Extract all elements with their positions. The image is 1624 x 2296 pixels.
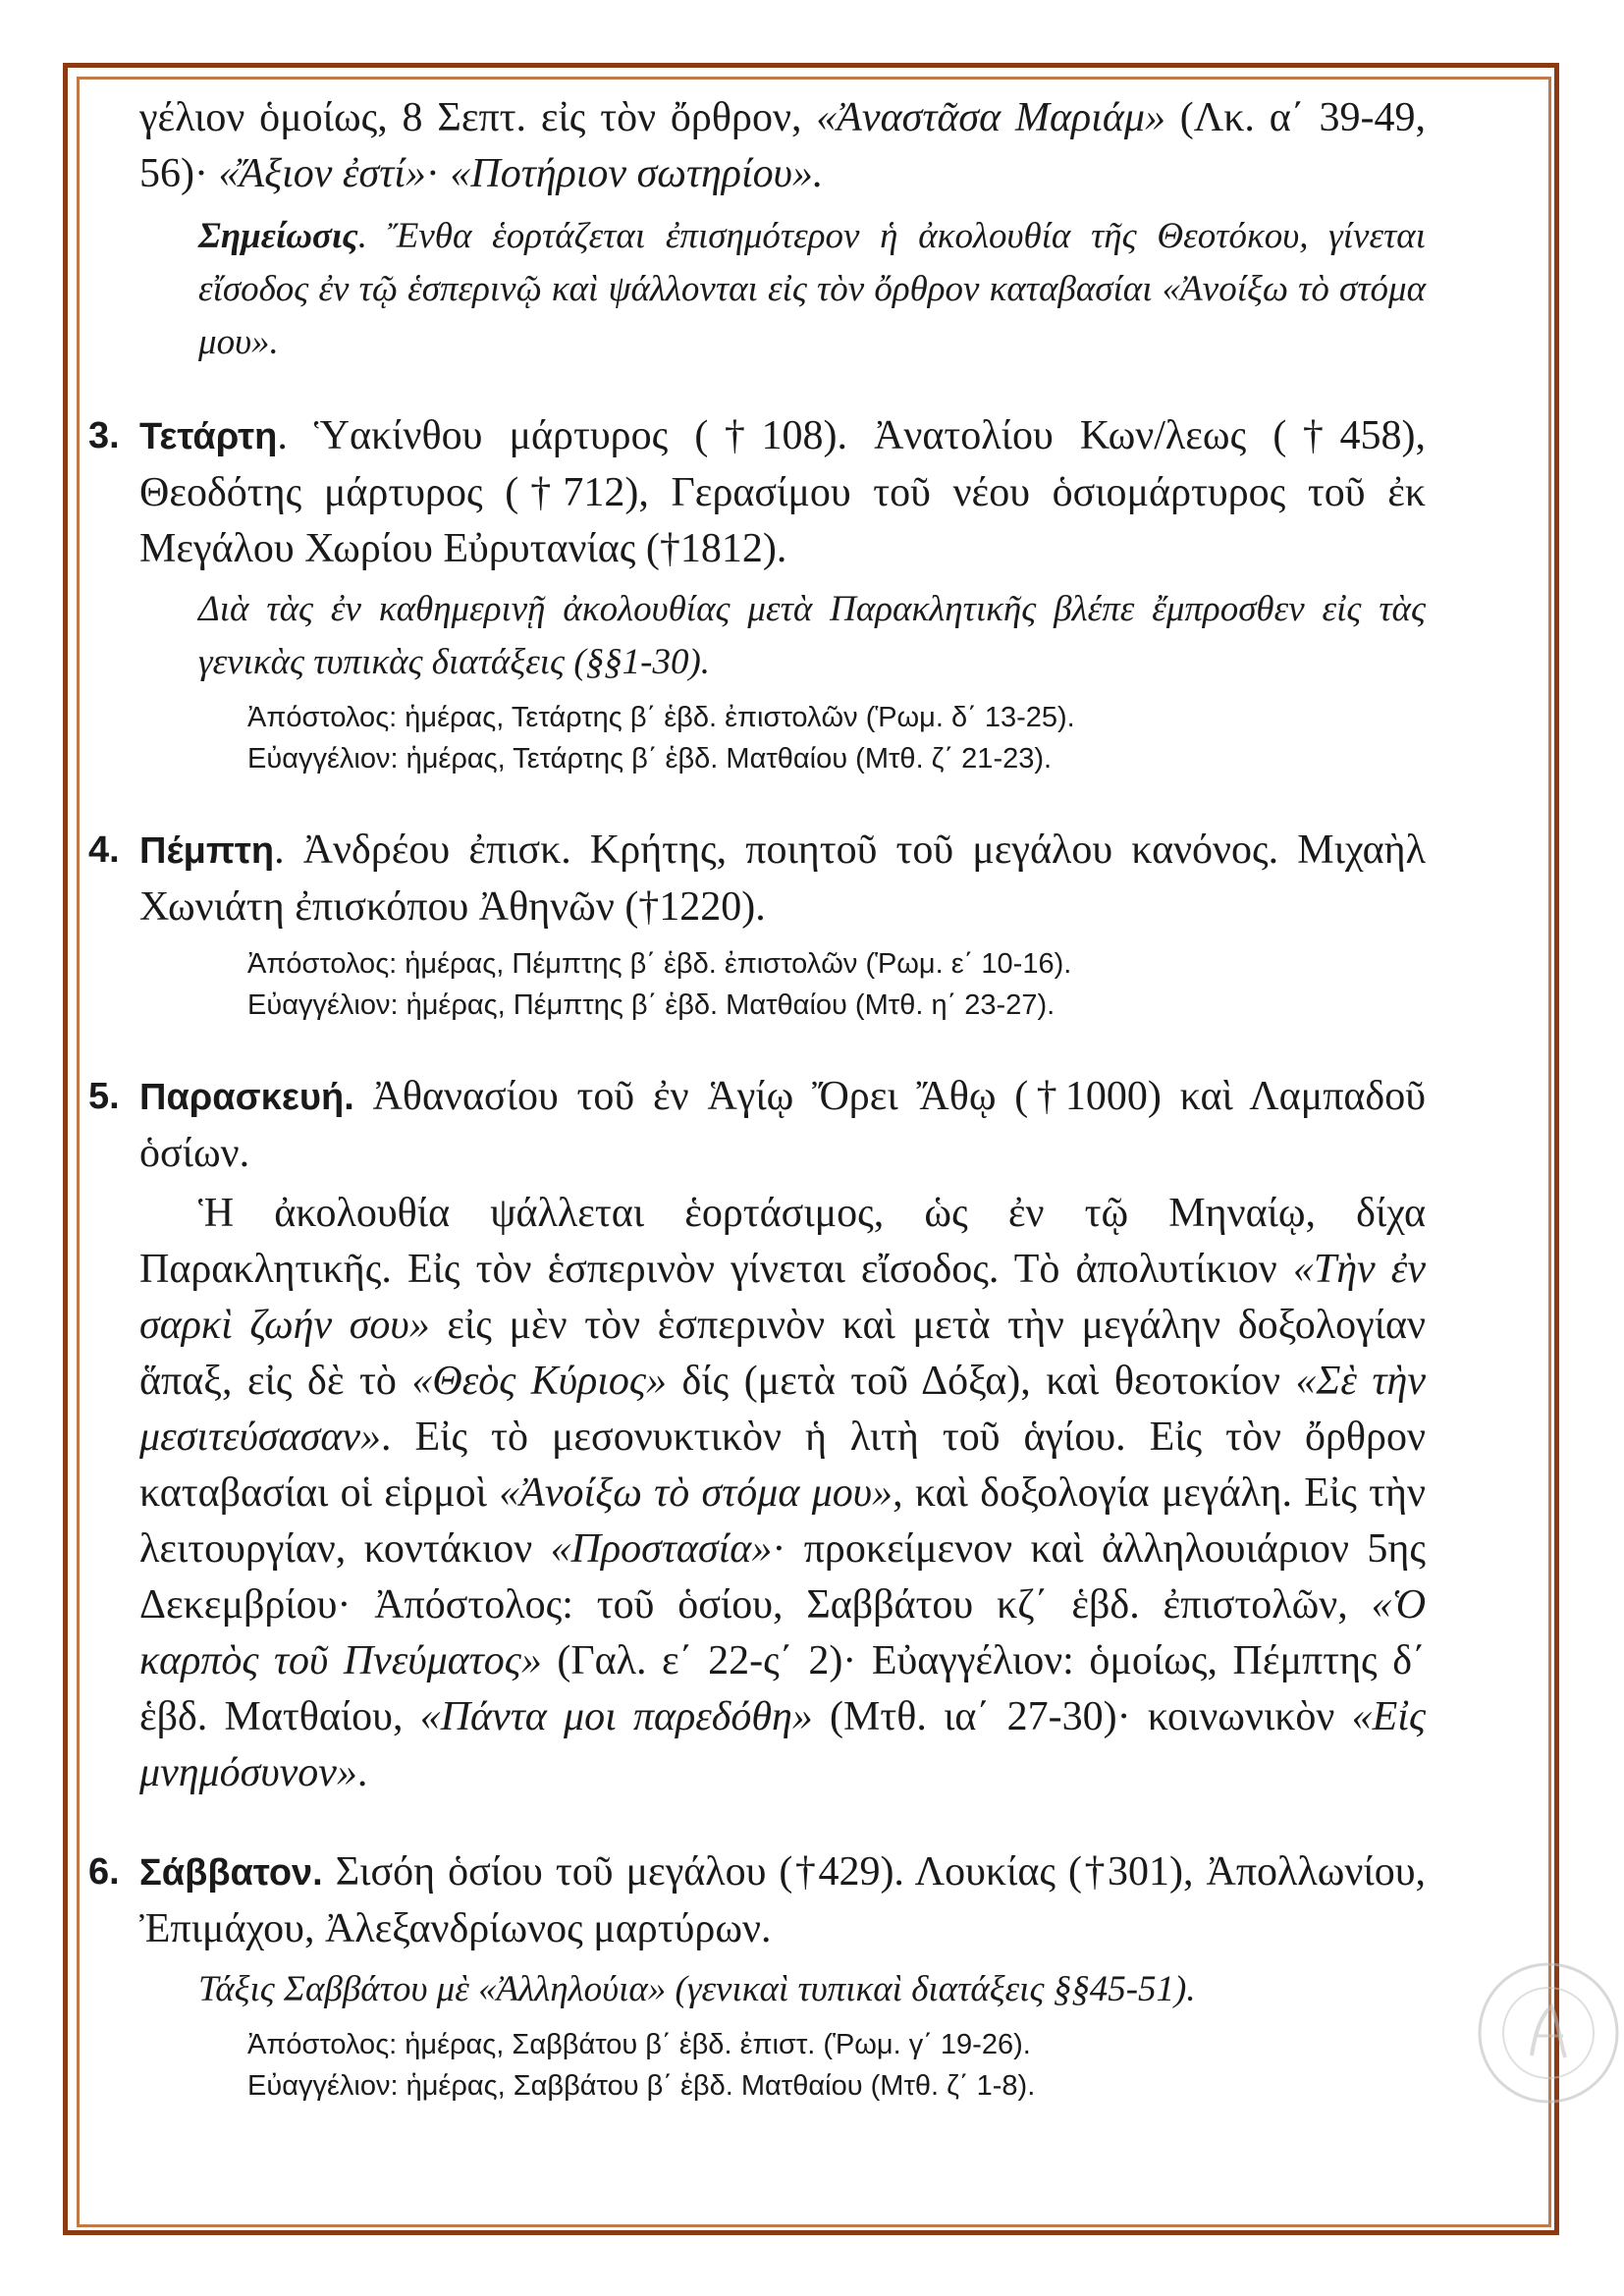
entry-heading <box>88 408 1426 577</box>
hymn-title: «Σὲ τὴν μεσιτεύσασαν» <box>139 1359 1426 1460</box>
entry-day-5 <box>88 1069 1426 1801</box>
continuation-text-c: (Λκ. α΄ 39-49, 56)· <box>139 95 1426 196</box>
day-name: Παρασκευή. <box>139 1077 354 1118</box>
entry-saints-text: . Ὑακίνθου μάρτυρος (†108). Ἀνατολίου Κων/λεως (†458), Θεοδότης μάρτυρος (†712), Γερασίμου τοῦ νέου ὁσιομάρτυρος τοῦ ἐκ Μεγάλου Χωρίου Εὐρυτανίας (†1812). <box>139 413 1426 571</box>
typikon-text: . Εἰς τὸ μεσονυκτικὸν ἡ λιτὴ τοῦ ἁγίου. Εἰς τὸν ὄρθρον καταβασίαι οἱ εἱρμοὶ <box>139 1415 1426 1516</box>
typikon-text: (Μτθ. ια΄ 27-30)· κοινωνικὸν <box>812 1694 1352 1739</box>
continuation-note <box>198 210 1426 369</box>
hymn-title: «Τὴν ἐν σαρκὶ ζωήν σου» <box>139 1247 1426 1348</box>
typikon-text: Ἡ ἀκολουθία ψάλλεται ἑορτάσιμος, ὡς ἐν τῷ Μηναίῳ, δίχα Παρακλητικῆς. Εἰς τὸν ἑσπερινὸν γίνεται εἴσοδος. Τὸ ἀπολυτίκιον <box>139 1191 1426 1292</box>
continuation-text-e: · <box>425 151 451 196</box>
readings-block <box>139 697 1426 779</box>
day-name: Σάββατον. <box>139 1852 323 1894</box>
reading-evangelion: Εὐαγγέλιον: ἡμέρας, Τετάρτης β΄ ἑβδ. Ματθαίου (Μτθ. ζ΄ 21-23). <box>247 743 1053 774</box>
hymn-title: «Πάντα μοι παρεδόθη» <box>419 1694 813 1739</box>
day-number: 5. <box>88 1076 120 1117</box>
entry-heading <box>88 1844 1426 1957</box>
typikon-text: εἰς μὲν τὸν ἑσπερινὸν καὶ μετὰ τὴν μεγάλην δοξολογίαν ἅπαξ, εἰς δὲ τὸ <box>139 1303 1426 1404</box>
continuation-block <box>139 90 1426 369</box>
entry-saints-text: Ἀθανασίου τοῦ ἐν Ἁγίῳ Ὄρει Ἄθῳ (†1000) καὶ Λαμπαδοῦ ὁσίων. <box>139 1074 1426 1176</box>
entry-heading <box>88 1069 1426 1182</box>
typikon-text: · προκείμενον καὶ ἀλληλουιάριον 5ης Δεκεμβρίου· Ἀπόστολος: τοῦ ὁσίου, Σαββάτου κζ΄ ἑβδ. ἐπιστολῶν, <box>139 1526 1426 1628</box>
continuation-paragraph <box>139 90 1426 202</box>
typikon-text: , καὶ δοξολογία μεγάλη. Εἰς τὴν λειτουργίαν, κοντάκιον <box>139 1470 1426 1572</box>
typikon-text: δίς (μετὰ τοῦ Δόξα), καὶ θεοτοκίον <box>666 1359 1296 1404</box>
day-number: 4. <box>88 829 120 871</box>
day-name: Τετάρτη <box>139 416 278 457</box>
reading-evangelion: Εὐαγγέλιον: ἡμέρας, Πέμπτης β΄ ἑβδ. Ματθαίου (Μτθ. η΄ 23-27). <box>247 989 1056 1021</box>
reading-apostolos: Ἀπόστολος: ἡμέρας, Σαββάτου β΄ ἑβδ. ἐπιστ. (Ῥωμ. γ΄ 19-26). <box>247 2029 1031 2060</box>
entry-day-4 <box>88 823 1426 1026</box>
entry-typikon-paragraph <box>139 1186 1426 1801</box>
reading-apostolos: Ἀπόστολος: ἡμέρας, Πέμπτης β΄ ἑβδ. ἐπιστολῶν (Ῥωμ. ε΄ 10-16). <box>247 948 1072 980</box>
note-label: Σημείωσις <box>198 216 358 256</box>
note-text: . Ἔνθα ἑορτάζεται ἐπισημότερον ἡ ἀκολουθία τῆς Θεοτόκου, γίνεται εἴσοδος ἐν τῷ ἑσπερινῷ καὶ ψάλλονται εἰς τὸν ὄρθρον καταβασίαι «Ἀνοίξω τὸ στόμα μου». <box>198 216 1426 362</box>
continuation-hymn-axion: «Ἄξιον ἐστί» <box>218 151 426 196</box>
choir-seal-icon <box>1475 1959 1622 2107</box>
continuation-hymn-anastasa: «Ἀναστᾶσα Μαριάμ» <box>816 95 1165 140</box>
day-number: 6. <box>88 1851 120 1893</box>
typikon-text: (Γαλ. ε΄ 22-ς΄ 2)· Εὐαγγέλιον: ὁμοίως, Πέμπτης δ΄ ἑβδ. Ματθαίου, <box>139 1638 1426 1739</box>
typikon-text: . <box>356 1750 368 1795</box>
entry-saints-text: Σισόη ὁσίου τοῦ μεγάλου (†429). Λουκίας (†301), Ἀπολλωνίου, Ἐπιμάχου, Ἀλεξανδρίωνος μαρτύρων. <box>139 1849 1426 1951</box>
continuation-hymn-potirion: «Ποτήριον σωτηρίου». <box>450 151 824 196</box>
hymn-title: «Θεὸς Κύριος» <box>411 1359 667 1404</box>
hymn-title: «Προστασία» <box>550 1526 773 1572</box>
day-number: 3. <box>88 415 120 456</box>
document-body <box>88 90 1426 2107</box>
entry-day-3 <box>88 408 1426 779</box>
entry-note: Διὰ τὰς ἐν καθημερινῇ ἀκολουθίας μετὰ Παρακλητικῆς βλέπε ἔμπροσθεν εἰς τὰς γενικὰς τυπικὰς διατάξεις (§§1-30). <box>198 589 1426 682</box>
entry-day-6 <box>88 1844 1426 2107</box>
continuation-text-a: γέλιον ὁμοίως, 8 Σεπτ. εἰς τὸν ὄρθρον, <box>139 95 817 140</box>
day-name: Πέμπτη <box>139 830 275 872</box>
readings-block <box>139 2024 1426 2107</box>
hymn-title: «Ὁ καρπὸς τοῦ Πνεύματος» <box>139 1582 1426 1683</box>
hymn-title: «Ἀνοίξω τὸ στόμα μου» <box>499 1470 893 1516</box>
readings-block <box>139 943 1426 1026</box>
reading-evangelion: Εὐαγγέλιον: ἡμέρας, Σαββάτου β΄ ἑβδ. Ματθαίου (Μτθ. ζ΄ 1-8). <box>247 2070 1036 2102</box>
hymn-title: «Εἰς μνημόσυνον» <box>139 1694 1426 1795</box>
entry-heading <box>88 823 1426 935</box>
entry-saints-text: . Ἀνδρέου ἐπισκ. Κρήτης, ποιητοῦ τοῦ μεγάλου κανόνος. Μιχαὴλ Χωνιάτη ἐπισκόπου Ἀθηνῶν (†1220). <box>139 828 1426 930</box>
reading-apostolos: Ἀπόστολος: ἡμέρας, Τετάρτης β΄ ἑβδ. ἐπιστολῶν (Ῥωμ. δ΄ 13-25). <box>247 702 1075 733</box>
entry-note: Τάξις Σαββάτου μὲ «Ἀλληλούια» (γενικαὶ τυπικαὶ διατάξεις §§45-51). <box>198 1969 1196 2009</box>
